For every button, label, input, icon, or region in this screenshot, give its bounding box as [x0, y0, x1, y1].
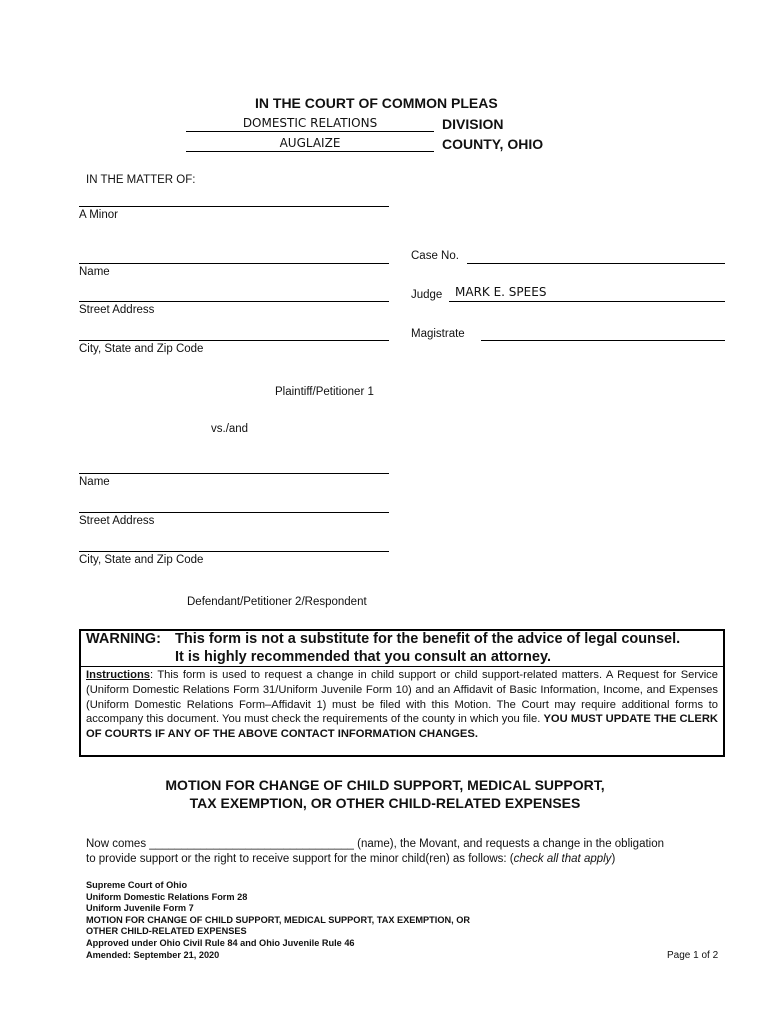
- party2-street-line[interactable]: [79, 512, 389, 513]
- party2-name-label: Name: [79, 476, 110, 488]
- division-field-value[interactable]: DOMESTIC RELATIONS: [242, 116, 378, 130]
- case-no-field[interactable]: [467, 263, 725, 264]
- footer-line: MOTION FOR CHANGE OF CHILD SUPPORT, MEDICAL SUPPORT, TAX EXEMPTION, OR: [86, 914, 471, 925]
- now-comes-label: Now comes: [86, 838, 147, 850]
- footer-line: Uniform Domestic Relations Form 28: [86, 891, 248, 902]
- party2-role-label: Defendant/Petitioner 2/Respondent: [187, 596, 367, 608]
- footer-block: [86, 880, 470, 961]
- party1-city-label: City, State and Zip Code: [79, 343, 204, 355]
- footer-line: Uniform Juvenile Form 7: [86, 903, 194, 914]
- party2-city-line[interactable]: [79, 551, 389, 552]
- movant-name-field[interactable]: ________________________________: [149, 838, 354, 850]
- footer-line: OTHER CHILD-RELATED EXPENSES: [86, 926, 247, 937]
- county-field-value[interactable]: AUGLAIZE: [279, 136, 341, 150]
- motion-body-line-2: [86, 853, 615, 865]
- party2-name-line[interactable]: [79, 473, 389, 474]
- county-field-line: [186, 151, 434, 152]
- footer-line: Approved under Ohio Civil Rule 84 and Ohio Juvenile Rule 46: [86, 937, 355, 948]
- instructions-paragraph: [86, 668, 718, 742]
- court-heading: IN THE COURT OF COMMON PLEAS: [255, 95, 498, 111]
- warning-line-2: It is highly recommended that you consult an attorney.: [175, 649, 551, 665]
- magistrate-field[interactable]: [481, 340, 725, 341]
- magistrate-label: Magistrate: [411, 328, 465, 340]
- instructions-text: : This form is used to request a change in child support or child support-related matters. A Request for Service (Uniform Domestic Relations Form 31/Uniform Juvenile Form 10) and an Affidavit of Basic Information, Income, and Expenses (Uniform Domestic Relations Form–Affidavit 1) must be filed with this Motion. The Court may require additional forms to accompany this document. You must check the requirements of the county in which you file.: [86, 669, 718, 726]
- movant-suffix-text: (name), the Movant, and requests a change in the obligation: [357, 838, 665, 850]
- matter-of-label: IN THE MATTER OF:: [86, 174, 196, 186]
- footer-line: Amended: September 21, 2020: [86, 949, 220, 960]
- motion-body-line-1: [86, 838, 664, 850]
- judge-field-value[interactable]: MARK E. SPEES: [455, 285, 547, 299]
- motion-title-line-2: TAX EXEMPTION, OR OTHER CHILD-RELATED EXPENSES: [189, 795, 581, 811]
- warning-line-1: This form is not a substitute for the benefit of the advice of legal counsel.: [175, 631, 681, 647]
- party1-street-label: Street Address: [79, 304, 155, 316]
- page-number: Page 1 of 2: [667, 950, 719, 961]
- warning-divider: [79, 666, 725, 667]
- motion-body-end: ): [611, 853, 616, 865]
- case-no-label: Case No.: [411, 250, 459, 262]
- division-field-line: [186, 131, 434, 132]
- judge-label: Judge: [411, 289, 443, 301]
- party1-street-line[interactable]: [79, 301, 389, 302]
- check-all-note: check all that apply: [513, 853, 612, 865]
- party1-role-label: Plaintiff/Petitioner 1: [275, 386, 374, 398]
- instructions-emphasis: YOU MUST UPDATE THE CLERK OF COURTS IF ANY OF THE ABOVE CONTACT INFORMATION CHANGES.: [86, 713, 718, 741]
- footer-line: Supreme Court of Ohio: [86, 880, 188, 890]
- party1-city-line[interactable]: [79, 340, 389, 341]
- party2-city-label: City, State and Zip Code: [79, 554, 204, 566]
- party1-name-label: Name: [79, 266, 110, 278]
- warning-title: WARNING:: [86, 631, 161, 647]
- motion-title-line-1: MOTION FOR CHANGE OF CHILD SUPPORT, MEDICAL SUPPORT,: [165, 777, 605, 793]
- instructions-label: Instructions: [86, 669, 151, 681]
- party2-street-label: Street Address: [79, 515, 155, 527]
- judge-field-line: [449, 301, 725, 302]
- party1-name-line[interactable]: [79, 263, 389, 264]
- minor-name-line[interactable]: [79, 206, 389, 207]
- division-label: DIVISION: [442, 116, 504, 132]
- motion-body-text: to provide support or the right to receive support for the minor child(ren) as follows: (: [86, 853, 514, 865]
- vs-label: vs./and: [211, 423, 249, 435]
- minor-label: A Minor: [79, 209, 118, 221]
- county-label: COUNTY, OHIO: [442, 136, 544, 152]
